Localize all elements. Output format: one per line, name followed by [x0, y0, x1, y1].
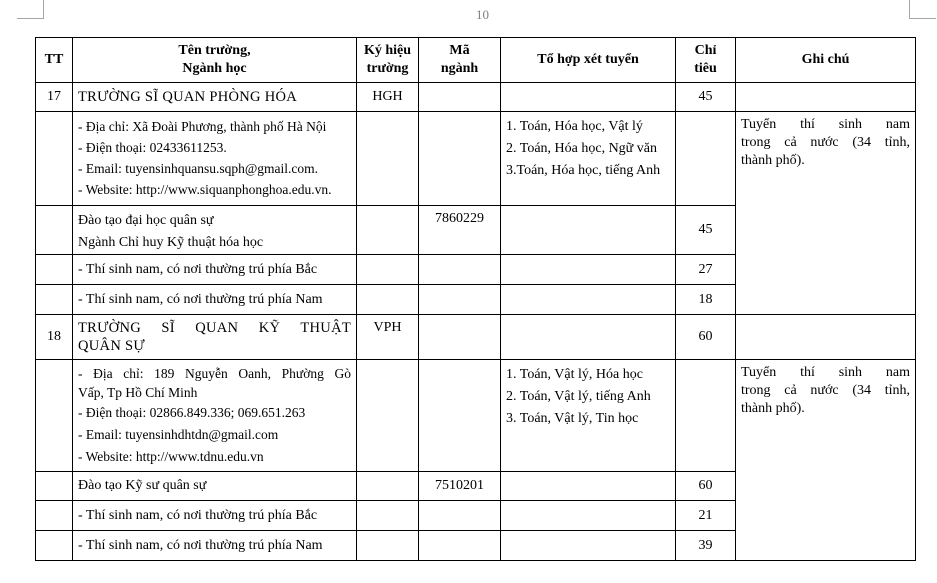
header-combo: Tổ hợp xét tuyển: [501, 38, 676, 83]
header-symbol-line1: Ký hiệu: [363, 43, 412, 58]
school-code: [419, 315, 501, 360]
program-name: [73, 206, 357, 255]
south-tt: [36, 531, 73, 561]
north-label: - Thí sinh nam, có nơi thường trú phía Bắc: [73, 255, 357, 285]
combo-item: 1. Toán, Hóa học, Vật lý: [506, 119, 643, 134]
school-address-line1: - Địa chỉ: 189 Nguyễn Oanh, Phường Gò: [78, 366, 351, 381]
program-name-line1: Đào tạo đại học quân sự: [78, 213, 214, 228]
north-code: [419, 255, 501, 285]
school-tt: 18: [36, 315, 73, 360]
south-symbol: [357, 285, 419, 315]
program-combo: [501, 472, 676, 501]
south-symbol: [357, 531, 419, 561]
note-line: thành phố).: [741, 401, 805, 416]
south-tt: [36, 285, 73, 315]
program-symbol: [357, 472, 419, 501]
program-quota: 60: [676, 472, 736, 501]
program-quota: 45: [676, 206, 736, 255]
info-code: [419, 112, 501, 206]
program-tt: [36, 472, 73, 501]
note-line: trong cả nước (34 tỉnh,: [741, 135, 910, 150]
north-tt: [36, 255, 73, 285]
school-combo: [501, 83, 676, 112]
info-quota: [676, 360, 736, 472]
school-phone: - Điện thoại: 02433611253.: [78, 140, 227, 155]
south-label: - Thí sinh nam, có nơi thường trú phía Nam: [73, 285, 357, 315]
school-symbol: HGH: [357, 83, 419, 112]
program-combo: [501, 206, 676, 255]
info-symbol: [357, 112, 419, 206]
school-combo: [501, 315, 676, 360]
school-name-line2: QUÂN SỰ: [78, 338, 145, 354]
program-name-line2: Ngành Chỉ huy Kỹ thuật hóa học: [78, 235, 264, 250]
south-combo: [501, 531, 676, 561]
page-number: 10: [476, 7, 489, 22]
note-line: thành phố).: [741, 153, 805, 168]
info-tt: [36, 112, 73, 206]
south-quota: 39: [676, 531, 736, 561]
school-address-line2: Vấp, Tp Hồ Chí Minh: [78, 385, 198, 400]
school-email: - Email: tuyensinhdhtdn@gmail.com: [78, 427, 279, 442]
north-symbol: [357, 501, 419, 531]
combo-item: 3.Toán, Hóa học, tiếng Anh: [506, 163, 661, 178]
school-tt: 17: [36, 83, 73, 112]
south-quota: 18: [676, 285, 736, 315]
header-tt: TT: [36, 38, 73, 83]
school-note: [736, 83, 916, 112]
header-symbol-line2: trường: [366, 61, 409, 76]
program-tt: [36, 206, 73, 255]
school-quota: 60: [676, 315, 736, 360]
school-address: - Địa chỉ: Xã Đoài Phương, thành phố Hà Nội: [78, 119, 327, 134]
header-school-line2: Ngành học: [182, 61, 247, 76]
school-info-row: [36, 360, 916, 472]
school-info-row: [36, 112, 916, 206]
exam-combos: [501, 112, 676, 206]
school-name: TRƯỜNG SĨ QUAN PHÒNG HÓA: [73, 83, 357, 112]
school-website: - Website: http://www.tdnu.edu.vn: [78, 449, 264, 464]
school-note: [736, 315, 916, 360]
combo-item: 1. Toán, Vật lý, Hóa học: [506, 367, 643, 382]
school-name-line1: TRƯỜNG SĨ QUAN KỸ THUẬT: [78, 320, 351, 336]
north-combo: [501, 255, 676, 285]
header-quota-line1: Chỉ: [694, 43, 717, 58]
header-row: [36, 38, 916, 83]
info-symbol: [357, 360, 419, 472]
school-symbol: VPH: [357, 315, 419, 360]
school-row: [36, 83, 916, 112]
school-note: [736, 112, 916, 315]
school-code: [419, 83, 501, 112]
school-website: - Website: http://www.siquanphonghoa.edu.vn.: [78, 182, 332, 197]
header-school: [73, 38, 357, 83]
header-code: [419, 38, 501, 83]
south-combo: [501, 285, 676, 315]
note-line: trong cả nước (34 tỉnh,: [741, 383, 910, 398]
south-label: - Thí sinh nam, có nơi thường trú phía Nam: [73, 531, 357, 561]
combo-item: 3. Toán, Vật lý, Tin học: [506, 411, 639, 426]
school-row: [36, 315, 916, 360]
south-code: [419, 531, 501, 561]
header-note: Ghi chú: [736, 38, 916, 83]
school-note: [736, 360, 916, 561]
exam-combos: [501, 360, 676, 472]
school-name: [73, 315, 357, 360]
header-school-line1: Tên trường,: [178, 43, 251, 58]
note-line: Tuyển thí sinh nam: [741, 117, 910, 132]
program-code: 7860229: [419, 206, 501, 255]
combo-item: 2. Toán, Vật lý, tiếng Anh: [506, 389, 651, 404]
school-email: - Email: tuyensinhquansu.sqph@gmail.com.: [78, 161, 319, 176]
north-quota: 27: [676, 255, 736, 285]
north-label: - Thí sinh nam, có nơi thường trú phía Bắc: [73, 501, 357, 531]
program-code: 7510201: [419, 472, 501, 501]
school-phone: - Điện thoại: 02866.849.336; 069.651.263: [78, 405, 306, 420]
school-contact: [73, 360, 357, 472]
info-code: [419, 360, 501, 472]
school-quota: 45: [676, 83, 736, 112]
north-tt: [36, 501, 73, 531]
program-symbol: [357, 206, 419, 255]
header-code-line1: Mã: [449, 43, 470, 58]
info-tt: [36, 360, 73, 472]
admissions-table: [35, 37, 916, 561]
combo-item: 2. Toán, Hóa học, Ngữ văn: [506, 141, 657, 156]
program-name: Đào tạo Kỹ sư quân sự: [73, 472, 357, 501]
north-quota: 21: [676, 501, 736, 531]
note-line: Tuyển thí sinh nam: [741, 365, 910, 380]
info-quota: [676, 112, 736, 206]
header-quota: [676, 38, 736, 83]
north-combo: [501, 501, 676, 531]
header-quota-line2: tiêu: [694, 61, 717, 76]
school-contact: [73, 112, 357, 206]
header-symbol: [357, 38, 419, 83]
north-symbol: [357, 255, 419, 285]
south-code: [419, 285, 501, 315]
header-code-line2: ngành: [440, 61, 479, 76]
north-code: [419, 501, 501, 531]
